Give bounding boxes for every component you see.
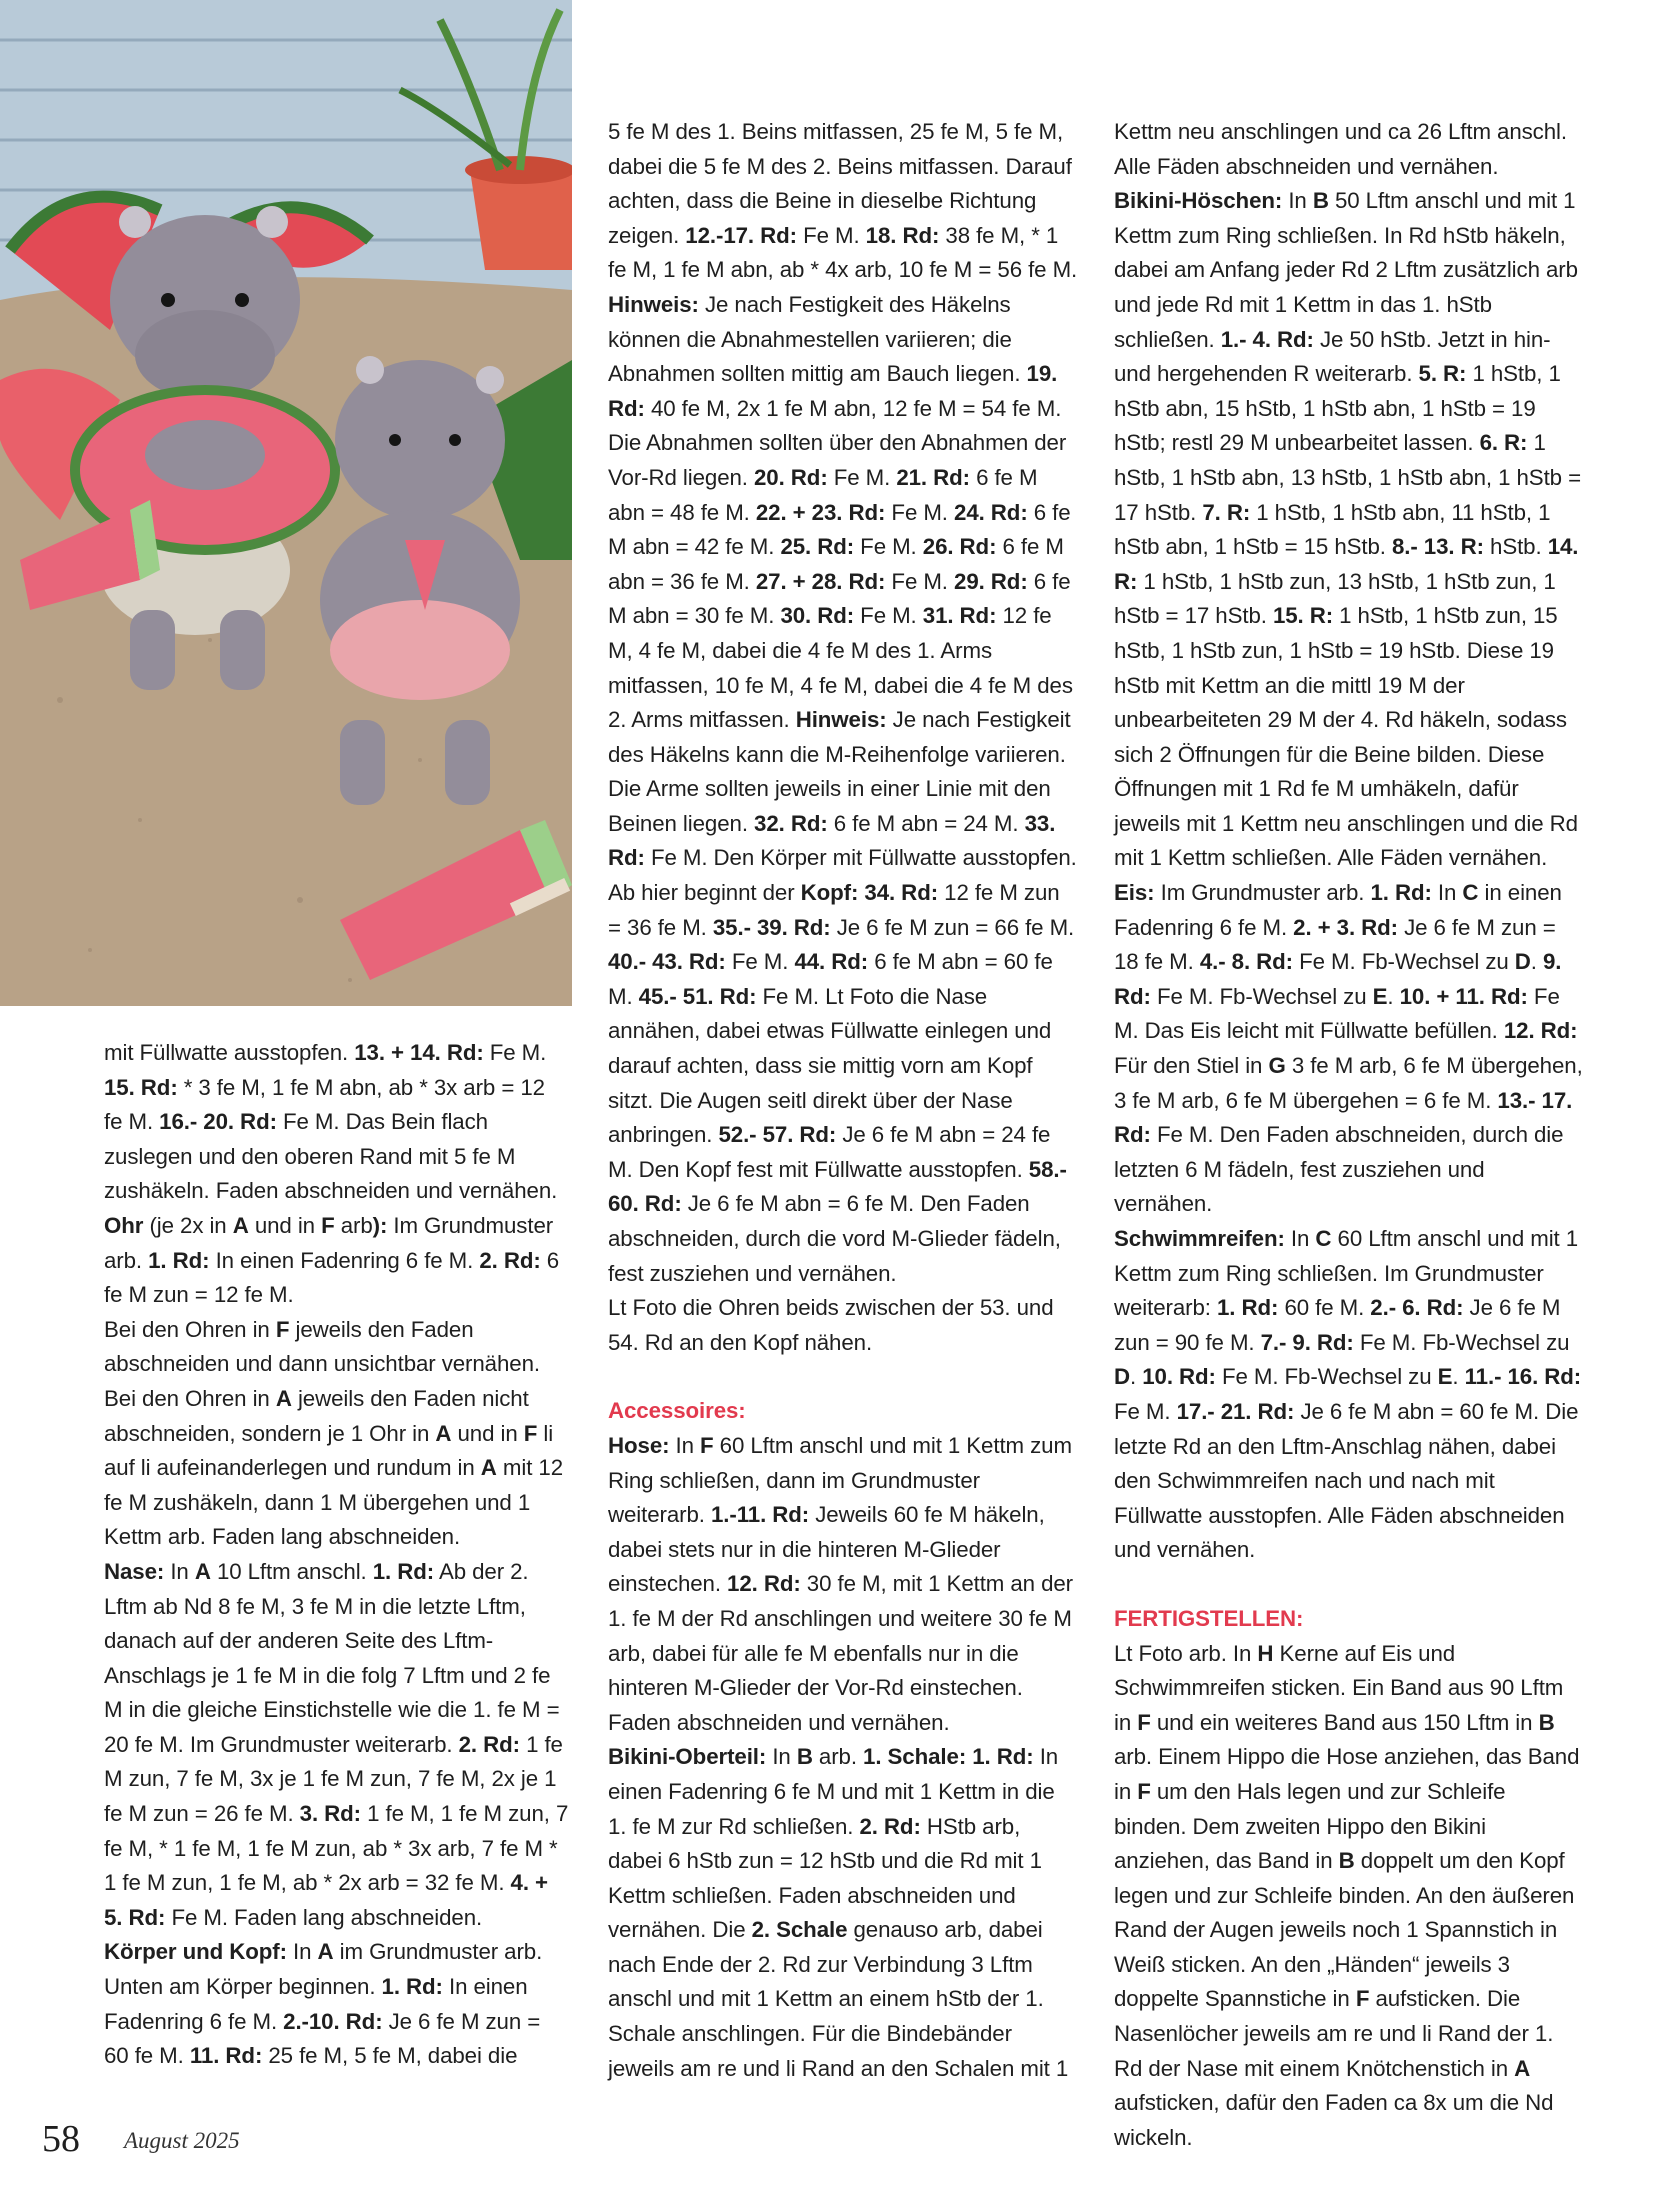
text-run: Fe M. — [854, 603, 923, 629]
text-run: . — [1387, 983, 1400, 1009]
instruction-paragraph — [1114, 115, 1584, 184]
page-number: 58 — [42, 2118, 80, 2160]
text-run: hStb. — [1483, 534, 1548, 560]
bold-run: E — [1437, 1364, 1453, 1390]
text-run: Je nach Festigkeit des Häkelns können die Abnahmestellen variieren; die Abnahmen sollten mittig am Bauch liegen. — [608, 291, 1027, 387]
text-run: in einen Fadenring 6 fe M. — [1114, 880, 1562, 940]
text-run: 6 fe M abn = 24 M. — [827, 810, 1025, 836]
bold-run: C — [1315, 1226, 1332, 1251]
bold-run: 5. R: — [1418, 361, 1467, 387]
instruction-paragraph — [104, 1209, 569, 1313]
text-run: Je 6 fe M zun = 90 fe M. — [1114, 1295, 1561, 1355]
bold-run: G — [1268, 1053, 1286, 1079]
text-run: Für den Stiel in — [1114, 1053, 1269, 1079]
bold-run: Nase: — [104, 1558, 165, 1584]
text-run: arb. — [812, 1744, 864, 1770]
text-run: 50 Lftm anschl und mit 1 Kettm zum Ring schließen. In Rd hStb häkeln, dabei am Anfang jeder Rd 2 Lftm zusätzlich arb und jede Rd mit 1 Kettm in das 1. hStb schließen. — [1114, 188, 1578, 352]
bold-run: F — [1137, 1778, 1151, 1804]
text-run: . — [1452, 1364, 1465, 1390]
bold-run: F — [1355, 1986, 1370, 2012]
text-run: Je nach Festigkeit des Häkelns kann die M-Reihenfolge variieren. Die Arme sollten jeweils in einer Linie mit den Beinen liegen. — [608, 707, 1071, 836]
text-run: mit Füllwatte ausstopfen. — [104, 1040, 355, 1065]
bold-run: Eis: — [1114, 880, 1155, 906]
text-run: 38 fe M, * 1 fe M, 1 fe M abn, ab * 4x arb, 10 fe M = 56 fe M. — [608, 222, 1078, 283]
bold-run: 1.- 4. Rd: — [1220, 326, 1314, 352]
issue-date: August 2025 — [124, 2128, 240, 2153]
bold-run: 2. + 3. Rd: — [1293, 914, 1398, 940]
text-run: 1 hStb, 1 hStb abn, 11 hStb, 1 hStb abn, 1 hStb = 15 hStb. — [1114, 499, 1551, 560]
text-run: 1 hStb, 1 hStb zun, 15 hStb, 1 hStb zun, 1 hStb = 19 hStb. Diese 19 hStb mit Kettm an die mittl 19 M der unbearbeiteten 29 M der 4. Rd häkeln, sodass sich 2 Öffnungen für die Beine bilden. Diese Öffnungen mit 1 Rd fe M umhäkeln, dafür jeweils mit 1 Kettm neu anschlingen und die Rd mit 1 Kettm schließen. Alle Fäden vernähen. — [1114, 603, 1578, 871]
text-run: jeweils den Faden nicht abschneiden, sondern je 1 Ohr in — [104, 1385, 529, 1446]
text-run: 6 fe M abn = 42 fe M. — [608, 499, 1071, 560]
section-heading: FERTIGSTELLEN: — [1114, 1605, 1304, 1631]
bold-run: 12.-17. Rd: — [685, 222, 797, 248]
bold-run: ): — [372, 1212, 388, 1238]
instruction-paragraph — [1114, 1602, 1584, 1637]
text-run: (je 2x in — [143, 1212, 233, 1238]
bold-run: 52.- 57. Rd: — [718, 1122, 837, 1148]
text-run: 1 hStb, 1 hStb abn, 13 hStb, 1 hStb abn, 1 hStb = 17 hStb. — [1114, 430, 1581, 525]
instruction-paragraph — [104, 1555, 569, 1936]
bold-run: A — [1514, 2055, 1531, 2081]
text-run: Fe M. Den Faden abschneiden, durch die letzten 6 M fädeln, fest zusziehen und vernähen. — [1114, 1122, 1564, 1217]
bold-run: Ohr — [104, 1212, 144, 1238]
bold-run: 6. R: — [1479, 430, 1528, 456]
bold-run: 3. Rd: — [299, 1801, 362, 1827]
bold-run: E — [1372, 983, 1388, 1009]
text-run: 6 fe M zun = 12 fe M. — [104, 1247, 560, 1308]
instruction-paragraph — [104, 1313, 569, 1555]
bold-run: 31. Rd: — [922, 603, 997, 629]
bold-run: 15. Rd: — [104, 1074, 178, 1100]
bold-run: 24. Rd: — [954, 499, 1028, 525]
text-run: Fe M. — [725, 949, 795, 975]
bold-run: 14. R: — [1114, 534, 1579, 594]
text-run: 30 fe M, mit 1 Kettm an der 1. fe M der Rd anschlingen und weitere 30 fe M arb, dabei für alle fe M ebenfalls nur in die hinteren M-Glieder der Vor-Rd einstechen. Faden abschneiden und vernähen. — [608, 1571, 1073, 1735]
text-run: Fe M. Den Körper mit Füllwatte ausstopfen. Ab hier beginnt der — [608, 845, 1077, 906]
text-run: Bei den Ohren in — [104, 1316, 276, 1342]
bold-run: 1.-11. Rd: — [711, 1502, 810, 1528]
text-run: Je 6 fe M zun = 60 fe M. — [104, 2008, 541, 2069]
instruction-paragraph — [608, 1291, 1078, 1360]
photo-illustration — [0, 0, 572, 1006]
section-heading: Accessoires: — [608, 1398, 746, 1424]
text-run: 60 Lftm anschl und mit 1 Kettm zum Ring schließen. Im Grundmuster weiterarb: — [1114, 1226, 1579, 1321]
text-run: Jeweils 60 fe M häkeln, dabei stets nur in die hinteren M-Glieder einstechen. — [608, 1502, 1045, 1597]
bold-run: 13. + 14. Rd: — [354, 1040, 484, 1065]
bold-run: D — [1114, 1364, 1131, 1390]
text-run: Fe M. Fb-Wechsel zu — [1150, 983, 1373, 1009]
text-run: Fe M. — [483, 1040, 547, 1065]
instruction-paragraph — [1114, 1222, 1584, 1568]
text-run: und in — [248, 1212, 322, 1238]
text-run: 1 fe M, 1 fe M zun, 7 fe M, * 1 fe M, 1 fe M zun, ab * 3x arb, 7 fe M * 1 fe M zun, 1 fe M, ab * 2x arb = 32 fe M. — [104, 1801, 569, 1896]
bold-run: A — [194, 1558, 211, 1584]
bold-run: 17.- 21. Rd: — [1176, 1398, 1295, 1424]
text-run: Fe M. Faden lang abschneiden. — [165, 1904, 483, 1930]
bold-run: 10. Rd: — [1142, 1364, 1216, 1390]
text-run: 6 fe M abn = 36 fe M. — [608, 534, 1064, 594]
text-run: 12 fe M, 4 fe M, dabei die 4 fe M des 1. Arms mitfassen, 10 fe M, 4 fe M, dabei die 4 fe M des 2. Arms mitfassen. — [608, 603, 1073, 733]
bold-run: 58.- 60. Rd: — [608, 1156, 1067, 1217]
text-run: 40 fe M, 2x 1 fe M abn, 12 fe M = 54 fe M. Die Abnahmen sollten über den Abnahmen der Vor-Rd liegen. — [608, 395, 1067, 490]
text-run: Je 6 fe M zun = 66 fe M. — [830, 914, 1075, 940]
text-run: Je 6 fe M abn = 60 fe M. Die letzte Rd an den Lftm-Anschlag nähen, dabei den Schwimmreifen nach und nach mit Füllwatte ausstopfen. Alle Fäden abschneiden und vernähen. — [1114, 1398, 1579, 1563]
text-run: 6 fe M abn = 60 fe M. — [608, 949, 1053, 1009]
text-run: In einen Fadenring 6 fe M. — [209, 1247, 480, 1273]
bold-run: A — [480, 1455, 497, 1481]
bold-run: Körper und Kopf: — [104, 1939, 287, 1965]
hippo-photo — [0, 0, 572, 1006]
text-run: Je 6 fe M abn = 24 fe M. Den Kopf fest mit Füllwatte ausstopfen. — [608, 1122, 1051, 1182]
bold-run: 1. Rd: — [148, 1247, 210, 1273]
text-run: Lt Foto arb. In — [1114, 1640, 1258, 1666]
text-run: und in — [451, 1420, 524, 1446]
bold-run: 10. + 11. Rd: — [1399, 983, 1528, 1009]
bold-run: 19. Rd: — [608, 361, 1058, 421]
text-run: 60 Lftm anschl und mit 1 Kettm zum Ring schließen, dann im Grundmuster weiterarb. — [608, 1432, 1072, 1528]
text-run: In — [164, 1558, 195, 1584]
text-run: Fe M. — [796, 222, 866, 248]
text-run: In — [1282, 188, 1313, 214]
bold-run: C — [1462, 880, 1479, 906]
bold-run: 8.- 13. R: — [1391, 534, 1484, 560]
text-run: In — [766, 1744, 797, 1770]
text-run: Im Grundmuster arb. — [1154, 880, 1371, 906]
bold-run: 11. Rd: — [189, 2043, 263, 2069]
bold-run: 4.- 8. Rd: — [1199, 949, 1294, 975]
bold-run: 1. Rd: — [381, 1974, 443, 2000]
bold-run: 16.- 20. Rd: — [159, 1109, 277, 1135]
bold-run: A — [317, 1939, 334, 1965]
text-run: In — [286, 1939, 318, 1965]
bold-run: 44. Rd: — [794, 949, 869, 975]
bold-run: Hinweis: — [795, 707, 887, 733]
text-run: 5 fe M des 1. Beins mitfassen, 25 fe M, 5 fe M, dabei die 5 fe M des 2. Beins mitfassen. Darauf achten, dass die Beine in dieselbe Richtung zeigen. — [608, 119, 1072, 248]
text-run: 25 fe M, 5 fe M, dabei die — [262, 2043, 518, 2069]
text-run: Fe M. — [885, 568, 955, 594]
text-run: Fe M. Lt Foto die Nase annähen, dabei etwas Füllwatte einlegen und darauf achten, dass sie mittig vorn am Kopf sitzt. Die Augen seitl direkt über der Nase anbringen. — [608, 983, 1052, 1148]
bold-run: 20. Rd: — [754, 464, 828, 490]
bold-run: Hose: — [608, 1432, 670, 1458]
bold-run: F — [275, 1316, 290, 1342]
bold-run: Hinweis: — [608, 291, 699, 317]
bold-run: 32. Rd: — [754, 810, 828, 836]
text-run: 10 Lftm anschl. — [210, 1558, 373, 1584]
bold-run: Bikini-Oberteil: — [608, 1744, 767, 1770]
text-run: um den Hals legen und zur Schleife binden. Dem zweiten Hippo den Bikini anziehen, das Band in — [1114, 1778, 1506, 1874]
bold-run: 2.-10. Rd: — [283, 2008, 383, 2034]
instruction-paragraph — [104, 1036, 569, 1209]
text-run: aufsticken. Die Nasenlöcher jeweils am re und li Rand der 1. Rd der Nase mit einem Knötchenstich in — [1114, 1986, 1554, 2081]
bold-run: Schwimmreifen: — [1114, 1226, 1285, 1251]
instruction-paragraph — [1114, 1637, 1584, 2156]
text-run: In — [1431, 880, 1463, 906]
bold-run: 2.- 6. Rd: — [1370, 1295, 1464, 1321]
text-run: In einen Fadenring 6 fe M. — [104, 1974, 528, 2034]
bold-run: 12. Rd: — [727, 1571, 801, 1597]
text-run: Je 50 hStb. Jetzt in hin- und hergehenden R weiterarb. — [1114, 326, 1551, 387]
text-run: genauso arb, dabei nach Ende der 2. Rd zur Verbindung 3 Lftm anschl und mit 1 Kettm an einem hStb der 1. Schale anschlingen. Für die Bindebänder jeweils am re und li Rand an den Schalen mit 1 — [608, 1917, 1069, 2081]
bold-run: 12. Rd: — [1503, 1018, 1578, 1044]
bold-run: 25. Rd: — [780, 534, 855, 560]
bold-run: Kopf: 34. Rd: — [800, 880, 939, 906]
instruction-paragraph — [608, 1740, 1078, 2086]
text-run: doppelt um den Kopf legen und zur Schleife binden. An den äußeren Rand der Augen jeweils noch 1 Spannstich in Weiß sticken. An den „Händen“ jeweils 3 doppelte Spannstiche in — [1114, 1848, 1575, 2012]
bold-run: D — [1514, 949, 1531, 975]
text-run: 6 fe M abn = 48 fe M. — [608, 464, 1038, 525]
text-run: li auf li aufeinanderlegen und rundum in — [104, 1420, 554, 1481]
text-run: HStb arb, dabei 6 hStb zun = 12 hStb und die Rd mit 1 Kettm schließen. Faden abschneiden und vernähen. Die — [608, 1813, 1042, 1943]
text-run: und ein weiteres Band aus 150 Lftm in — [1150, 1709, 1539, 1735]
text-run: 1 hStb, 1 hStb abn, 15 hStb, 1 hStb abn, 1 hStb = 19 hStb; restl 29 M unbearbeitet lassen. — [1114, 361, 1561, 456]
bold-run: 30. Rd: — [780, 603, 855, 629]
text-run: Lt Foto die Ohren beids zwischen der 53. und 54. Rd an den Kopf nähen. — [608, 1295, 1054, 1355]
bold-run: F — [1137, 1709, 1151, 1735]
text-run: arb. Einem Hippo die Hose anziehen, das Band in — [1114, 1744, 1580, 1804]
instruction-paragraph — [1114, 876, 1584, 1222]
bold-run: F — [700, 1432, 714, 1458]
bold-run: 40.- 43. Rd: — [608, 949, 726, 975]
bold-run: 35.- 39. Rd: — [712, 914, 831, 940]
text-column-left — [104, 1036, 569, 2074]
bold-run: 22. + 23. Rd: — [755, 499, 886, 525]
text-run: 3 fe M arb, 6 fe M übergehen, 3 fe M arb, 6 fe M übergehen = 6 fe M. — [1114, 1053, 1583, 1113]
text-run: * 3 fe M, 1 fe M abn, ab * 3x arb = 12 fe M. — [104, 1074, 545, 1135]
instruction-paragraph — [608, 1429, 1078, 1740]
bold-run: A — [435, 1420, 452, 1446]
instruction-paragraph — [104, 1935, 569, 2073]
bold-run: 21. Rd: — [896, 464, 970, 490]
bold-run: 18. Rd: — [865, 222, 940, 248]
instruction-paragraph — [1114, 184, 1584, 876]
bold-run: 13.- 17. Rd: — [1114, 1087, 1573, 1148]
text-run: In einen Fadenring 6 fe M und mit 1 Kettm in die 1. fe M zur Rd schließen. — [608, 1744, 1059, 1839]
text-run: In — [669, 1432, 701, 1458]
bold-run: 15. R: — [1272, 603, 1334, 629]
bold-run: 9. Rd: — [1114, 949, 1562, 1009]
bold-run: 27. + 28. Rd: — [755, 568, 886, 594]
text-run: Kerne auf Eis und Schwimmreifen sticken. Ein Band aus 90 Lftm in — [1114, 1640, 1564, 1735]
text-run: Im Grundmuster arb. — [104, 1212, 554, 1273]
bold-run: 26. Rd: — [922, 534, 997, 560]
text-run: Fe M. Das Bein flach zuslegen und den oberen Rand mit 5 fe M zushäkeln. Faden abschneiden und vernähen. — [104, 1109, 558, 1204]
text-run: mit 12 fe M zushäkeln, dann 1 M übergehen und 1 Kettm arb. Faden lang abschneiden. — [104, 1455, 563, 1550]
bold-run: B — [1312, 188, 1329, 214]
bold-run: 4. + 5. Rd: — [104, 1870, 548, 1930]
text-run: 1 hStb, 1 hStb zun, 13 hStb, 1 hStb zun, 1 hStb = 17 hStb. — [1114, 568, 1556, 629]
bold-run: 1. Rd: — [1370, 880, 1432, 906]
bold-run: 2. Rd: — [859, 1813, 921, 1839]
bold-run: H — [1257, 1640, 1274, 1666]
bold-run: A — [232, 1212, 249, 1238]
text-run: aufsticken, dafür den Faden ca 8x um die Nd wickeln. — [1114, 2090, 1554, 2150]
bold-run: 7. R: — [1202, 499, 1251, 525]
text-run: Fe M. Das Eis leicht mit Füllwatte befüllen. — [1114, 983, 1560, 1044]
bold-run: F — [523, 1420, 538, 1446]
text-run: 12 fe M zun = 36 fe M. — [608, 880, 1060, 940]
text-run: 1 fe M zun, 7 fe M, 3x je 1 fe M zun, 7 fe M, 2x je 1 fe M zun = 26 fe M. — [104, 1731, 563, 1827]
text-run: Fe M. Fb-Wechsel zu — [1215, 1364, 1438, 1390]
text-run: im Grundmuster arb. Unten am Körper beginnen. — [104, 1939, 543, 2000]
text-run: Fe M. — [827, 464, 897, 490]
text-run: . — [1530, 949, 1543, 975]
text-run: Je 6 fe M abn = 6 fe M. Den Faden abschneiden, durch die vord M-Glieder fädeln, fest zusziehen und vernähen. — [608, 1191, 1061, 1286]
bold-run: 45.- 51. Rd: — [638, 983, 757, 1009]
text-run: 6 fe M abn = 30 fe M. — [608, 568, 1071, 629]
bold-run: F — [321, 1212, 335, 1238]
text-run: jeweils den Faden abschneiden und dann unsichtbar vernähen. Bei den Ohren in — [104, 1316, 540, 1411]
bold-run: B — [1538, 1709, 1555, 1735]
text-run: Fe M. Fb-Wechsel zu — [1293, 949, 1515, 975]
text-run: . — [1130, 1364, 1143, 1390]
text-run: Fe M. — [1114, 1398, 1177, 1424]
text-run: In — [1284, 1226, 1316, 1251]
bold-run: 2. Schale — [751, 1917, 848, 1943]
bold-run: 1. Rd: — [1217, 1295, 1279, 1321]
bold-run: 11.- 16. Rd: — [1464, 1364, 1582, 1390]
bold-run: 1. Schale: 1. Rd: — [863, 1744, 1034, 1770]
bold-run: 7.- 9. Rd: — [1260, 1329, 1354, 1355]
text-run: Kettm neu anschlingen und ca 26 Lftm anschl. Alle Fäden abschneiden und vernähen. — [1114, 119, 1567, 179]
bold-run: A — [275, 1385, 292, 1411]
bold-run: 2. Rd: — [458, 1731, 520, 1757]
bold-run: Bikini-Höschen: — [1114, 188, 1283, 214]
text-run: arb — [334, 1212, 373, 1238]
bold-run: 29. Rd: — [954, 568, 1028, 594]
text-run: Je 6 fe M zun = 18 fe M. — [1114, 914, 1556, 975]
text-run: Ab der 2. Lftm ab Nd 8 fe M, 3 fe M in die letzte Lftm, danach auf der anderen Seite des Lftm-Anschlags je 1 fe M in die folg 7 Lftm und 2 fe M in die gleiche Einstichstelle wie die 1. fe M = 20 fe M. Im Grundmuster weiterarb. — [104, 1558, 560, 1757]
text-run: Fe M. — [885, 499, 955, 525]
instruction-paragraph — [608, 115, 1078, 1291]
text-run: Fe M. Fb-Wechsel zu — [1353, 1329, 1570, 1355]
bold-run: 1. Rd: — [372, 1558, 435, 1584]
text-column-middle — [608, 115, 1078, 2086]
text-run: 60 fe M. — [1278, 1295, 1371, 1321]
instruction-paragraph — [608, 1394, 1078, 1429]
text-run: Fe M. — [854, 534, 923, 560]
bold-run: 2. Rd: — [479, 1247, 541, 1273]
bold-run: B — [1338, 1848, 1355, 1874]
bold-run: 33. Rd: — [608, 810, 1056, 871]
text-column-right — [1114, 115, 1584, 2155]
bold-run: B — [796, 1744, 813, 1770]
